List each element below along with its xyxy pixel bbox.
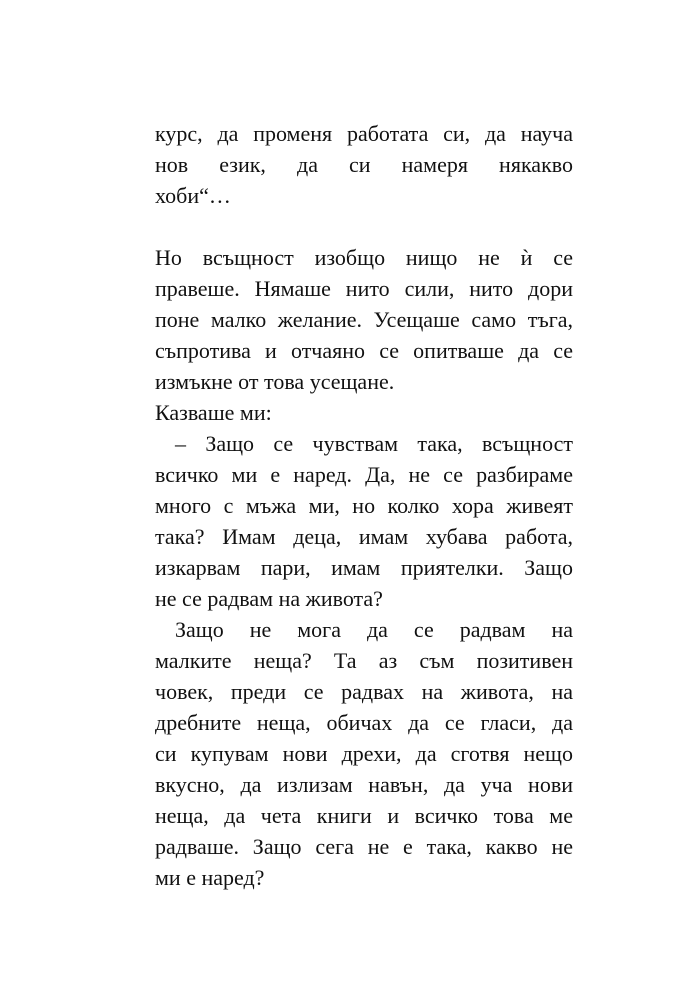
text-line: човек, преди се радвах на живота, на <box>155 679 573 704</box>
body-text <box>155 118 573 893</box>
text-line: ми е наред? <box>155 865 265 890</box>
text-line: нов език, да си намеря някакво <box>155 152 573 177</box>
text-line: курс, да променя работата си, да науча <box>155 121 573 146</box>
text-line: – Защо се чувствам така, всъщност <box>175 431 573 456</box>
text-line: много с мъжа ми, но колко хора живеят <box>155 493 573 518</box>
text-line: неща, да чета книги и всичко това ме <box>155 803 573 828</box>
text-line: Казваше ми: <box>155 400 272 425</box>
text-line: измъкне от това усещане. <box>155 369 395 394</box>
text-line: си купувам нови дрехи, да сготвя нещо <box>155 741 573 766</box>
text-line: не се радвам на живота? <box>155 586 383 611</box>
text-line: изкарвам пари, имам приятелки. Защо <box>155 555 573 580</box>
text-line: Защо не мога да се радвам на <box>175 617 573 642</box>
paragraph-gap <box>155 211 573 242</box>
text-line: поне малко желание. Усещаше само тъга, <box>155 307 573 332</box>
text-line: така? Имам деца, имам хубава работа, <box>155 524 573 549</box>
text-line: малките неща? Та аз съм позитивен <box>155 648 573 673</box>
text-line: хоби“… <box>155 183 231 208</box>
text-line: съпротива и отчаяно се опитваше да се <box>155 338 573 363</box>
text-line: радваше. Защо сега не е така, какво не <box>155 834 573 859</box>
text-line: вкусно, да излизам навън, да уча нови <box>155 772 573 797</box>
text-line: всичко ми е наред. Да, не се разбираме <box>155 462 573 487</box>
text-line: дребните неща, обичах да се гласи, да <box>155 710 573 735</box>
text-line: Но всъщност изобщо нищо не ѝ се <box>155 245 573 270</box>
text-line: правеше. Нямаше нито сили, нито дори <box>155 276 573 301</box>
